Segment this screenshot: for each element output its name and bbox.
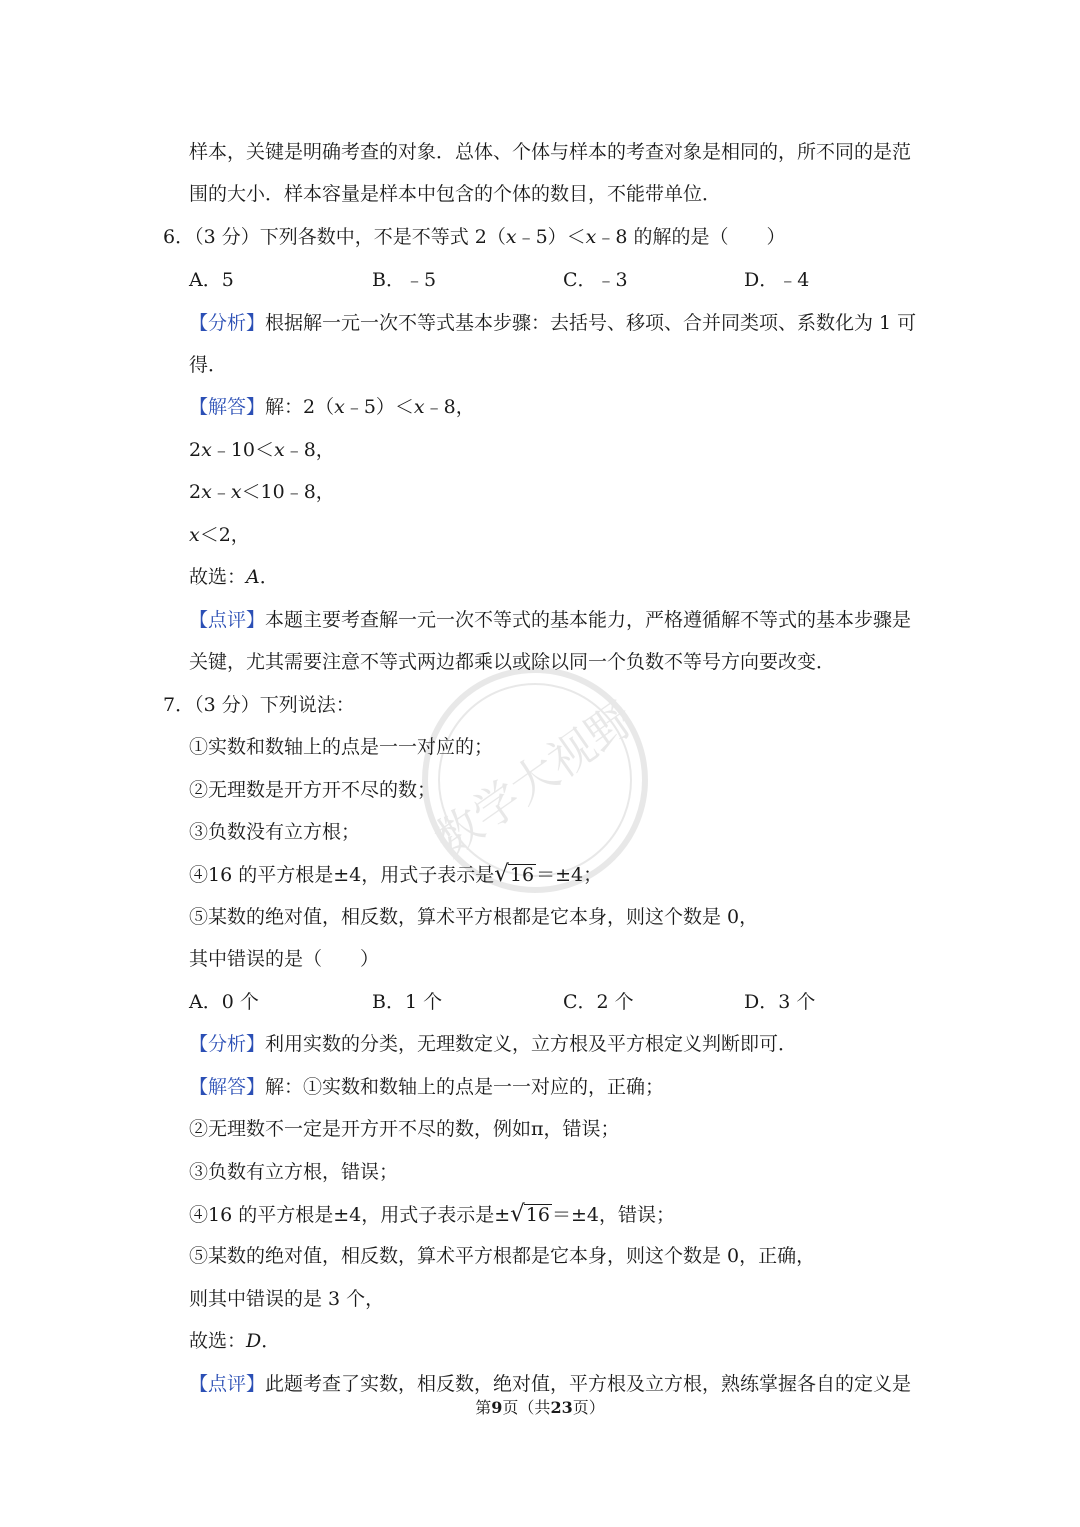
comment-tag: 【点评】 xyxy=(189,609,266,631)
q7-choose: 故选：D． xyxy=(189,1330,281,1352)
q6-choose: 故选：A． xyxy=(189,566,279,588)
page-number: 9 xyxy=(491,1398,503,1417)
radicand: 16 xyxy=(509,864,535,886)
page-total: 23 xyxy=(550,1398,573,1417)
watermark-text: 数学大视野 xyxy=(424,691,645,868)
q7-comment: 【点评】此题考查了实数，相反数，绝对值，平方根及立方根，熟练掌握各自的定义是 xyxy=(189,1373,912,1395)
q7-answer: 【解答】解：①实数和数轴上的点是一一对应的，正确； xyxy=(189,1076,665,1098)
q6-option-b: B．﹣5 xyxy=(372,269,437,291)
q6-option-c: C．﹣3 xyxy=(563,269,628,291)
q7-analysis: 【分析】利用实数的分类，无理数定义，立方根及平方根定义判断即可． xyxy=(189,1033,798,1055)
q6-option-a: A．5 xyxy=(189,269,234,291)
q6-analysis: 【分析】根据解一元一次不等式基本步骤：去括号、移项、合并同类项、系数化为 1 可 xyxy=(189,312,917,334)
text-line: 关键，尤其需要注意不等式两边都乘以或除以同一个负数不等号方向要改变． xyxy=(189,651,836,673)
q7-option-c: C．2 个 xyxy=(563,991,634,1013)
text-line: 围的大小．样本容量是样本中包含的个体的数目，不能带单位． xyxy=(189,183,722,205)
q6-comment: 【点评】本题主要考查解一元一次不等式的基本能力，严格遵循解不等式的基本步骤是 xyxy=(189,609,912,631)
q7-statement: ⑤某数的绝对值，相反数，算术平方根都是它本身，则这个数是 0， xyxy=(189,906,759,928)
q6-option-d: D．﹣4 xyxy=(744,269,810,291)
q6-step: 2x﹣x＜10﹣8， xyxy=(189,481,335,503)
radicand: 16 xyxy=(525,1204,550,1226)
q7-answer-line: ⑤某数的绝对值，相反数，算术平方根都是它本身，则这个数是 0，正确， xyxy=(189,1245,816,1267)
q7-ask: 其中错误的是（ ） xyxy=(189,948,380,970)
text-line: 样本，关键是明确考查的对象．总体、个体与样本的考查对象是相同的，所不同的是范 xyxy=(189,141,912,163)
analysis-tag: 【分析】 xyxy=(189,1033,266,1055)
comment-tag: 【点评】 xyxy=(189,1373,266,1395)
q6-answer: 【解答】解：2（x﹣5）＜x﹣8， xyxy=(189,396,475,418)
text-line: 得． xyxy=(189,354,228,376)
q7-statement: ①实数和数轴上的点是一一对应的； xyxy=(189,736,494,758)
q7-statement: ③负数没有立方根； xyxy=(189,821,361,843)
q6-step: x＜2， xyxy=(189,524,250,546)
question-7-stem: 7．（3 分）下列说法： xyxy=(163,694,355,716)
answer-tag: 【解答】 xyxy=(189,396,266,418)
q7-answer-line: ④16 的平方根是±4，用式子表示是±√16 ＝±4，错误； xyxy=(189,1201,676,1227)
q6-step: 2x﹣10＜x﹣8， xyxy=(189,439,335,461)
page-footer: 第9页（共23页） xyxy=(475,1398,605,1417)
answer-tag: 【解答】 xyxy=(189,1076,266,1098)
analysis-tag: 【分析】 xyxy=(189,312,266,334)
q7-answer-line: 则其中错误的是 3 个， xyxy=(189,1288,385,1310)
q7-option-d: D．3 个 xyxy=(744,991,816,1013)
q7-statement: ④16 的平方根是±4，用式子表示是√16 ＝±4； xyxy=(189,861,603,887)
q7-option-b: B．1 个 xyxy=(372,991,443,1013)
q7-option-a: A．0 个 xyxy=(189,991,259,1013)
q7-answer-line: ②无理数不一定是开方开不尽的数，例如π，错误； xyxy=(189,1118,620,1140)
q7-statement: ②无理数是开方开不尽的数； xyxy=(189,779,437,801)
question-6-stem: 6．（3 分）下列各数中，不是不等式 2（x﹣5）＜x﹣8 的解的是（ ） xyxy=(163,226,786,248)
q7-answer-line: ③负数有立方根，错误； xyxy=(189,1161,399,1183)
